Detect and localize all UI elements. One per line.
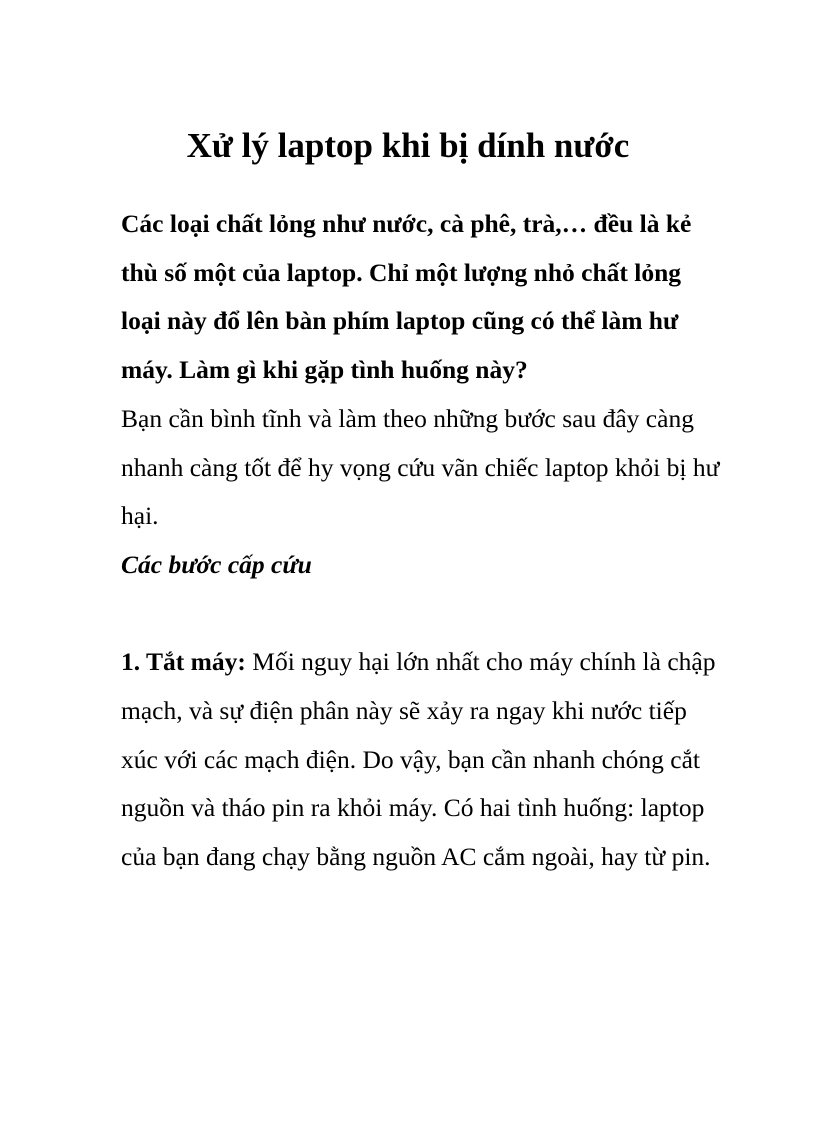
section-heading: Các bước cấp cứu [121,549,312,579]
intro-bold-paragraph: Các loại chất lỏng như nước, cà phê, trà,… đều là kẻ thù số một của laptop. Chỉ một lượng nhỏ chất lỏng loại này đổ lên bàn phím laptop cũng có thể làm hư máy. Làm gì khi gặp tình huống này? [121,209,692,385]
document-title: Xử lý laptop khi bị dính nước [186,126,630,165]
intro-regular-paragraph: Bạn cần bình tĩnh và làm theo những bước sau đây càng nhanh càng tốt để hy vọng cứu vãn chiếc laptop khỏi bị hư hại. [121,403,720,531]
document-body [121,200,721,882]
step-paragraph [121,638,721,882]
step-text: Mối nguy hại lớn nhất cho máy chính là chập mạch, và sự điện phân này sẽ xảy ra ngay khi nước tiếp xúc với các mạch điện. Do vậy, bạn cần nhanh chóng cắt nguồn và tháo pin ra khỏi máy. Có hai tình huống: laptop của bạn đang chạy bằng nguồn AC cắm ngoài, hay từ pin. [121,647,716,872]
blank-line [121,590,721,639]
step-label: 1. Tắt máy: [121,647,246,677]
